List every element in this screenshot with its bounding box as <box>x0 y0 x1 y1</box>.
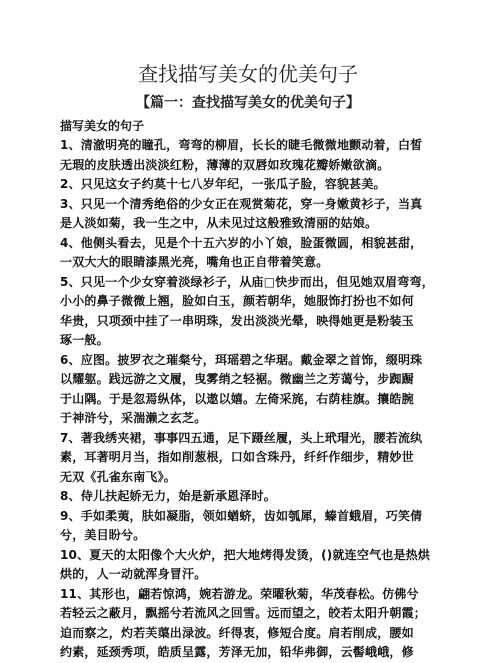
text-line: 1、清澈明亮的瞳孔，弯弯的柳眉，长长的睫毛微微地颤动着，白皙 <box>60 138 423 152</box>
text-line: 琢一般。 <box>60 333 109 347</box>
text-line: 烘的，人一动就浑身冒汗。 <box>60 567 207 581</box>
text-line: 于山隅。于是忽焉纵体，以遨以嬉。左倚采旄，右荫桂旗。攘皓腕 <box>60 391 414 406</box>
text-line: 9、手如柔荑，肤如凝脂，领如蝤蛴，齿如瓠犀，螓首蛾眉，巧笑倩 <box>60 508 423 523</box>
text-line: 以耀躯。践远游之文履，曳雾绡之轻裾。微幽兰之芳蔼兮，步踟蹰 <box>60 372 414 386</box>
text-line: 10、夏天的太阳像个大火炉，把大地烤得发烫，()就连空气也是热烘 <box>60 547 431 562</box>
text-line: 4、他侧头看去，见是个十五六岁的小丫娘，脸蛋微圆，相貌甚甜， <box>60 235 423 250</box>
text-line: 11、其形也，翩若惊鸿，婉若游龙。荣曜秋菊，华茂春松。仿佛兮 <box>60 586 419 601</box>
text-line: 3、只见一个清秀绝俗的少女正在观赏菊花，穿一身嫩黄衫子，当真 <box>60 196 423 211</box>
text-line: 是人淡如菊，我一生之中，从未见过这般雅致清丽的姑娘。 <box>60 216 378 230</box>
text-line: 8、侍儿扶起娇无力，始是新承恩泽时。 <box>60 489 276 503</box>
subtitle: 描写美女的句子 <box>60 119 145 133</box>
text-line: 一双大大的眼睛漆黑光亮，嘴角也正自带着笑意。 <box>60 255 329 269</box>
text-line: 5、只见一个少女穿着淡绿衫子，从庙□快步而出，但见她双眉弯弯， <box>60 274 434 289</box>
text-line: 6、应图。披罗衣之璀粲兮，珥瑶碧之华琚。戴金翠之首饰，缀明珠 <box>60 352 423 367</box>
text-line: 无双《孔雀东南飞》。 <box>60 469 177 484</box>
text-line: 无瑕的皮肤透出淡淡红粉，薄薄的双唇如玫瑰花瓣娇嫩欲滴。 <box>60 157 390 172</box>
document-body <box>60 117 460 663</box>
text-line: 于神浒兮，采湍濑之玄芝。 <box>60 411 207 425</box>
section-heading: 【篇一：查找描写美女的优美句子】 <box>136 95 360 111</box>
text-line: 7、著我绣夹裙，事事四五通，足下蹑丝履，头上玳瑁光，腰若流纨 <box>60 430 423 445</box>
text-line: 约素，延颈秀项，皓质呈露，芳泽无加，铅华弗御，云髻峨峨，修 <box>60 645 414 659</box>
document-title: 查找描写美女的优美句子 <box>138 62 358 86</box>
text-line: 兮，美目盼兮。 <box>60 528 146 542</box>
text-line: 华贵，只项颈中挂了一串明珠，发出淡淡光晕，映得她更是粉装玉 <box>60 313 414 328</box>
text-line: 若轻云之蔽月，飘摇兮若流风之回雪。远而望之，皎若太阳升朝霞； <box>60 606 427 620</box>
text-line: 迫而察之，灼若芙蕖出渌波。纤得衷，修短合度。肩若削成，腰如 <box>60 625 414 640</box>
text-line: 2、只见这女子约莫十七八岁年纪，一张瓜子脸，容貌甚美。 <box>60 177 386 191</box>
text-line: 素，耳著明月当，指如削葱根，口如含珠丹，纤纤作细步，精妙世 <box>60 450 414 464</box>
text-line: 小小的鼻子微微上翘，脸如白玉，颜若朝华，她服饰打扮也不如何 <box>60 294 414 308</box>
